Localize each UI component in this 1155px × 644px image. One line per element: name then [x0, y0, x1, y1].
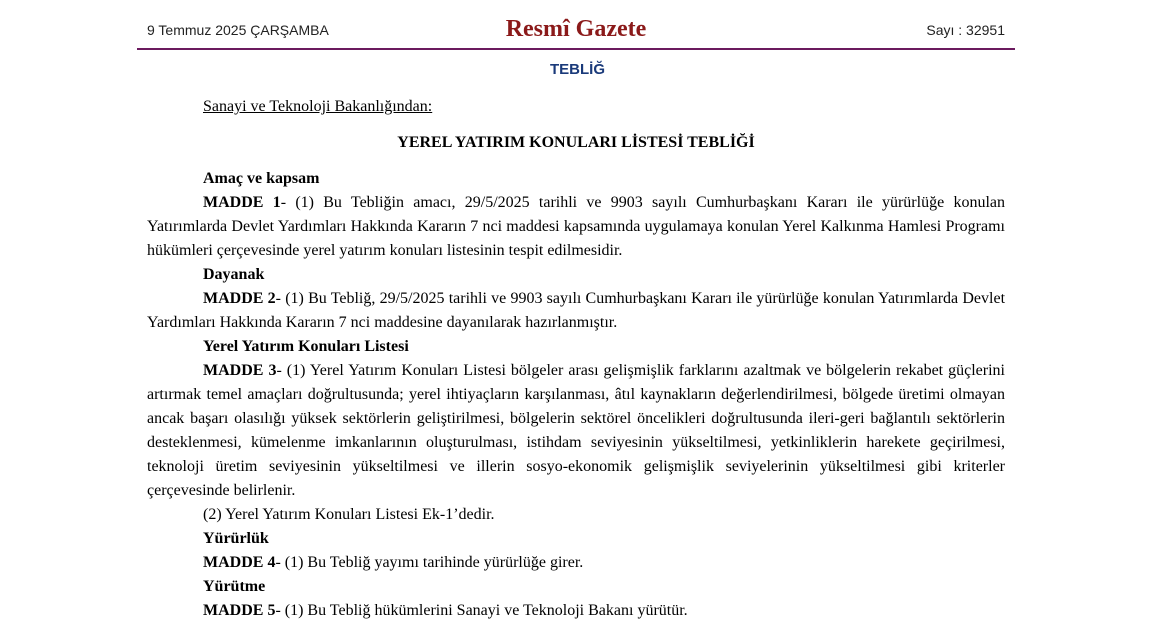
article-heading: Yürürlük: [203, 530, 269, 547]
article-text: - (1) Bu Tebliğin amacı, 29/5/2025 tarihli ve 9903 sayılı Cumhurbaşkanı Kararı ile yürürlüğe konulan Yatırımlarda Devlet Yardımları Hakkında Kararın 7 nci maddesi kapsamında uygulamaya konulan Yerel Kalkınma Hamlesi Programı hükümleri çerçevesinde yerel yatırım konuları listesinin tespit edilmesidir.: [147, 194, 1005, 259]
document-title: YEREL YATIRIM KONULARI LİSTESİ TEBLİĞİ: [397, 134, 755, 151]
issue-number: Sayı : 32951: [926, 22, 1005, 38]
article-heading: Yerel Yatırım Konuları Listesi: [203, 338, 409, 355]
article-paragraph: [147, 599, 1005, 623]
section-title: TEBLİĞ: [550, 61, 605, 78]
article-paragraph: [147, 551, 1005, 575]
article-label: MADDE 1: [203, 194, 281, 211]
article-text: - (1) Bu Tebliğ, 29/5/2025 tarihli ve 9903 sayılı Cumhurbaşkanı Kararı ile yürürlüğe konulan Yatırımlarda Devlet Yardımları Hakkında Kararın 7 nci maddesine dayanılarak hazırlanmıştır.: [147, 290, 1006, 331]
article-label: MADDE 2: [203, 290, 276, 307]
article-paragraph: [147, 191, 1005, 263]
article-text: - (1) Bu Tebliğ hükümlerini Sanayi ve Teknoloji Bakanı yürütür.: [275, 602, 688, 619]
article-heading: Yürütme: [203, 578, 266, 595]
article-text: - (1) Yerel Yatırım Konuları Listesi bölgeler arası gelişmişlik farklarını azaltmak ve bölgelerin rekabet güçlerini artırmak temel amaçları doğrultusunda; yerel ihtiyaçların karşılanması, âtıl kaynakların değerlendirilmesi, bölgede üretimi olmayan ancak başarı olasılığı yüksek sektörlerin geliştirilmesi, bölgelerin sektörel öncelikleri doğrultusunda ileri-geri bağlantılı sektörlerin desteklenmesi, kümelenme imkanlarının oluşturulması, istihdam seviyesinin yükseltilmesi, yetkinliklerin harekete geçirilmesi, teknoloji üretim seviyesinin yükseltilmesi ve illerin sosyo-ekonomik gelişmişlik seviyelerinin yükseltilmesi gibi kriterler çerçevesinde belirlenir.: [147, 362, 1006, 499]
article-paragraph: [147, 359, 1005, 503]
article-heading: Dayanak: [203, 266, 265, 283]
article-text: - (1) Bu Tebliğ yayımı tarihinde yürürlüğe girer.: [275, 554, 584, 571]
article-label: MADDE 5: [203, 602, 276, 619]
article-label: MADDE 4: [203, 554, 276, 571]
gazette-header: [137, 12, 1015, 50]
document-body: [147, 95, 1005, 623]
article-label: MADDE 3: [203, 362, 277, 379]
article-paragraph: [147, 287, 1005, 335]
ministry-name: Sanayi ve Teknoloji Bakanlığından:: [203, 98, 433, 115]
article-subparagraph: (2) Yerel Yatırım Konuları Listesi Ek-1’dedir.: [203, 506, 495, 523]
gazette-title: Resmî Gazete: [505, 16, 647, 42]
header-date: 9 Temmuz 2025 ÇARŞAMBA: [147, 22, 329, 38]
article-heading: Amaç ve kapsam: [203, 170, 320, 187]
